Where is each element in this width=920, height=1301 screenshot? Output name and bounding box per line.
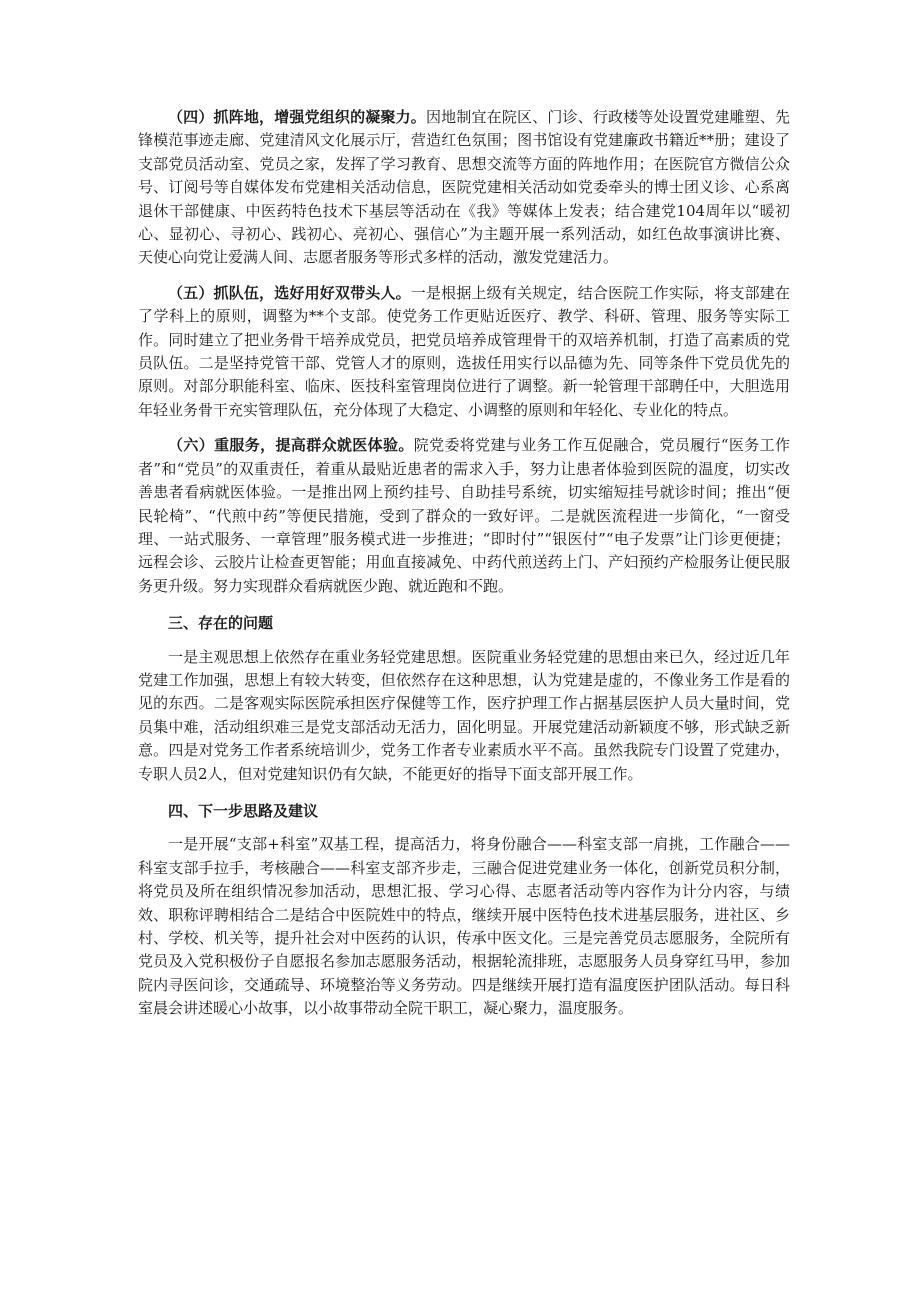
paragraph-section-5	[138, 282, 790, 422]
paragraph-next-steps: 一是开展“支部+科室”双基工程，提高活力，将身份融合——科室支部一肩挑，工作融合——科室支部手拉手，考核融合——科室支部齐步走，三融合促进党建业务一体化，创新党员积分制，将党员及所在组织情况参加活动，思想汇报、学习心得、志愿者活动等内容作为计分内容，与绩效、职称评聘相结合二是结合中医院姓中的特点，继续开展中医特色技术进基层服务，进社区、乡村、学校、机关等，提升社会对中医药的认识，传承中医文化。三是完善党员志愿服务，全院所有党员及入党积极份子自愿报名参加志愿服务活动，根据轮流排班，志愿服务人员身穿红马甲，参加院内寻医问诊，交通疏导、环境整治等义务劳动。四是继续开展打造有温度医护团队活动。每日科室晨会讲述暖心小故事，以小故事带动全院干职工，凝心聚力，温度服务。	[138, 835, 790, 1018]
section-4-heading: （四）抓阵地，增强党组织的凝聚力。	[168, 108, 426, 126]
heading-existing-problems: 三、存在的问题	[168, 614, 274, 633]
section-6-heading: （六）重服务，提高群众就医体验。	[168, 436, 414, 455]
heading-next-steps: 四、下一步思路及建议	[168, 801, 319, 820]
section-4-text: 因地制宜在院区、门诊、行政楼等处设置党建雕塑、先锋模范事迹走廊、党建清风文化展示厅，营造红色氛围；图书馆设有党建廉政书籍近**册；建设了支部党员活动室、党员之家，发挥了学习教育、思想交流等方面的阵地作用；在医院官方微信公众号、订阅号等自媒体发布党建相关活动信息，医院党建相关活动如党委牵头的博士团义诊、心系离退休干部健康、中医药特色技术下基层等活动在《我》等媒体上发表；结合建党104周年以“暖初心、显初心、寻初心、践初心、亮初心、强信心”为主题开展一系列活动，如红色故事演讲比赛、天使心向党让爱满人间、志愿者服务等形式多样的活动，激发党建活力。	[138, 108, 790, 267]
document-body	[138, 106, 790, 1021]
section-6-text: 院党委将党建与业务工作互促融合，党员履行“医务工作者”和“党员”的双重责任，着重从最贴近患者的需求入手，努力让患者体验到医院的温度，切实改善患者看病就医体验。一是推出网上预约挂号、自助挂号系统，切实缩短挂号就诊时间；推出“便民轮椅”、“代煎中药”等便民措施，受到了群众的一致好评。二是就医流程进一步简化，“一窗受理、一站式服务、一章管理”服务模式进一步推进；“即时付”“银医付”“电子发票”让门诊更便捷；远程会诊、云胶片让检查更智能；用血直接减免、中药代煎送药上门、产妇预约产检服务让便民服务更升级。努力实现群众看病就医少跑、就近跑和不跑。	[138, 436, 790, 595]
paragraph-existing-problems: 一是主观思想上依然存在重业务轻党建思想。医院重业务轻党建的思想由来已久，经过近几年党建工作加强，思想上有较大转变，但依然存在这种思想，认为党建是虚的，不像业务工作是看的见的东西。二是客观实际医院承担医疗保健等工作，医疗护理工作占据基层医护人员大量时间，党员集中难，活动组织难三是党支部活动无活力，固化明显。开展党建活动新颖度不够，形式缺乏新意。四是对党务工作者系统培训少，党务工作者专业素质水平不高。虽然我院专门设置了党建办，专职人员2人，但对党建知识仍有欠缺，不能更好的指导下面支部开展工作。	[138, 647, 790, 783]
section-5-text: 一是根据上级有关规定，结合医院工作实际，将支部建在了学科上的原则，调整为**个支部。使党务工作更贴近医疗、教学、科研、管理、服务等实际工作。同时建立了把业务骨干培养成党员，把党员培养成管理骨干的双培养机制，打造了高素质的党员队伍。二是坚持党管干部、党管人才的原则，选拔任用实行以品德为先、同等条件下党员优先的原则。对部分职能科室、临床、医技科室管理岗位进行了调整。新一轮管理干部聘任中，大胆选用年轻业务骨干充实管理队伍，充分体现了大稳定、小调整的原则和年轻化、专业化的特点。	[138, 283, 790, 419]
paragraph-section-6	[138, 434, 790, 598]
section-5-heading: （五）抓队伍，选好用好双带头人。	[168, 283, 411, 302]
paragraph-section-4	[138, 106, 790, 270]
